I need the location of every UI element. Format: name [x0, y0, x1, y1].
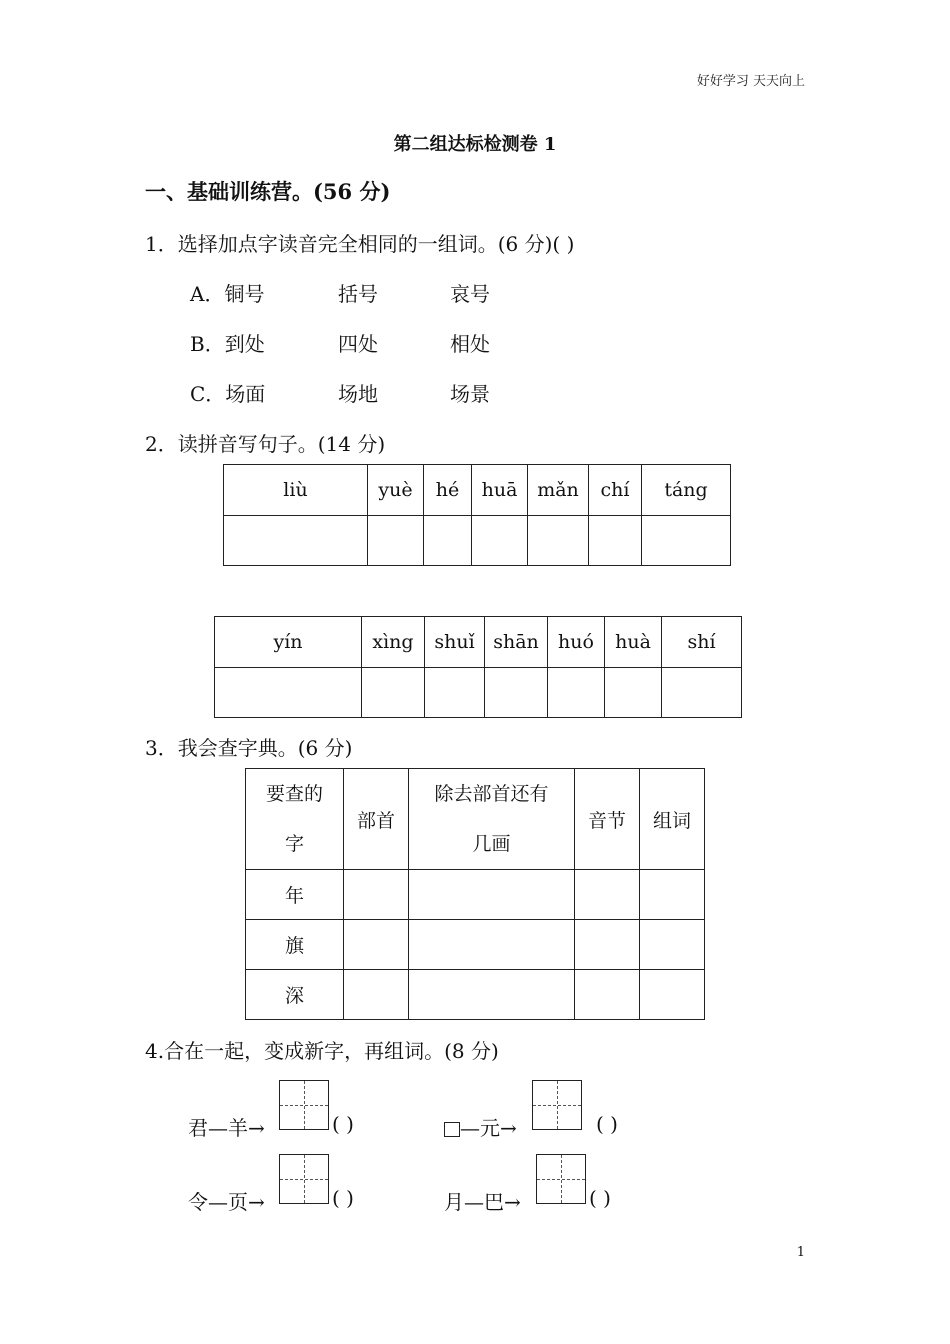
option-a-word2: 括号 [338, 282, 378, 306]
option-c-word3: 场景 [450, 382, 490, 406]
answer-cell[interactable] [642, 516, 731, 566]
page-number: 1 [796, 1245, 805, 1260]
answer-cell[interactable] [485, 668, 548, 718]
dictionary-table [245, 768, 705, 1020]
option-c-label: C．场面 [190, 382, 266, 406]
pinyin-table-2 [214, 616, 742, 718]
answer-cell[interactable] [528, 516, 589, 566]
question-1-prompt: 1．选择加点字读音完全相同的一组词。(6 分)( ) [145, 232, 575, 256]
answer-cell[interactable] [640, 970, 705, 1020]
header-char-line2: 字 [284, 833, 304, 855]
option-a-word3: 哀号 [450, 282, 490, 306]
header-radical: 部首 [344, 769, 409, 870]
answer-cell[interactable] [424, 516, 472, 566]
section-heading: 一、基础训练营。(56 分) [145, 179, 391, 204]
pinyin-cell: shān [485, 617, 548, 668]
combine-item-1: 君—羊→ [188, 1116, 265, 1140]
answer-parens[interactable]: ( ) [332, 1112, 354, 1136]
option-c-word2: 场地 [338, 382, 378, 406]
answer-cell[interactable] [409, 870, 575, 920]
answer-cell[interactable] [605, 668, 662, 718]
answer-cell[interactable] [425, 668, 485, 718]
answer-cell[interactable] [548, 668, 605, 718]
answer-cell[interactable] [215, 668, 362, 718]
pinyin-cell: táng [642, 465, 731, 516]
tian-grid-box[interactable] [279, 1154, 329, 1204]
combine-item-4: 月—巴→ [444, 1190, 521, 1214]
header-strokes-line2: 几画 [472, 833, 511, 855]
option-a-label: A．铜号 [190, 282, 265, 306]
pinyin-cell: mǎn [528, 465, 589, 516]
header-char [246, 769, 344, 870]
option-b-word2: 四处 [338, 332, 378, 356]
pinyin-cell: huā [472, 465, 528, 516]
answer-cell[interactable] [362, 668, 425, 718]
pinyin-cell: huó [548, 617, 605, 668]
answer-cell[interactable] [640, 870, 705, 920]
pinyin-table-1 [223, 464, 731, 566]
answer-cell[interactable] [344, 870, 409, 920]
answer-cell[interactable] [575, 870, 640, 920]
pinyin-cell: shuǐ [425, 617, 485, 668]
pinyin-cell: hé [424, 465, 472, 516]
answer-cell[interactable] [409, 920, 575, 970]
pinyin-cell: liù [224, 465, 368, 516]
pinyin-cell: xìng [362, 617, 425, 668]
question-4-prompt: 4.合在一起，变成新字，再组词。(8 分) [145, 1039, 499, 1063]
option-b-word3: 相处 [450, 332, 490, 356]
answer-cell[interactable] [224, 516, 368, 566]
answer-cell[interactable] [344, 970, 409, 1020]
combine-item-3: 令—页→ [188, 1190, 265, 1214]
pinyin-cell: huà [605, 617, 662, 668]
header-syllable: 音节 [575, 769, 640, 870]
header-strokes [409, 769, 575, 870]
char-cell: 深 [246, 970, 344, 1020]
mouth-radical-icon [444, 1122, 460, 1137]
char-cell: 旗 [246, 920, 344, 970]
question-3-prompt: 3．我会查字典。(6 分) [145, 736, 353, 760]
answer-parens[interactable]: ( ) [589, 1186, 611, 1210]
pinyin-cell: shí [662, 617, 742, 668]
answer-cell[interactable] [409, 970, 575, 1020]
answer-parens[interactable]: ( ) [596, 1112, 618, 1136]
answer-cell[interactable] [368, 516, 424, 566]
answer-cell[interactable] [589, 516, 642, 566]
tian-grid-box[interactable] [532, 1080, 582, 1130]
answer-cell[interactable] [344, 920, 409, 970]
answer-parens[interactable]: ( ) [332, 1186, 354, 1210]
answer-cell[interactable] [640, 920, 705, 970]
header-char-line1: 要查的 [265, 783, 323, 805]
pinyin-cell: yín [215, 617, 362, 668]
tian-grid-box[interactable] [279, 1080, 329, 1130]
page-header: 好好学习 天天向上 [696, 74, 805, 89]
pinyin-cell: yuè [368, 465, 424, 516]
char-cell: 年 [246, 870, 344, 920]
header-strokes-line1: 除去部首还有 [434, 783, 549, 805]
answer-cell[interactable] [575, 970, 640, 1020]
tian-grid-box[interactable] [536, 1154, 586, 1204]
header-word: 组词 [640, 769, 705, 870]
question-2-prompt: 2．读拼音写句子。(14 分) [145, 432, 386, 456]
answer-cell[interactable] [575, 920, 640, 970]
page-title: 第二组达标检测卷 1 [393, 134, 557, 155]
option-b-label: B．到处 [190, 332, 265, 356]
pinyin-cell: chí [589, 465, 642, 516]
combine-item-2: —元→ [444, 1112, 517, 1141]
answer-cell[interactable] [662, 668, 742, 718]
answer-cell[interactable] [472, 516, 528, 566]
